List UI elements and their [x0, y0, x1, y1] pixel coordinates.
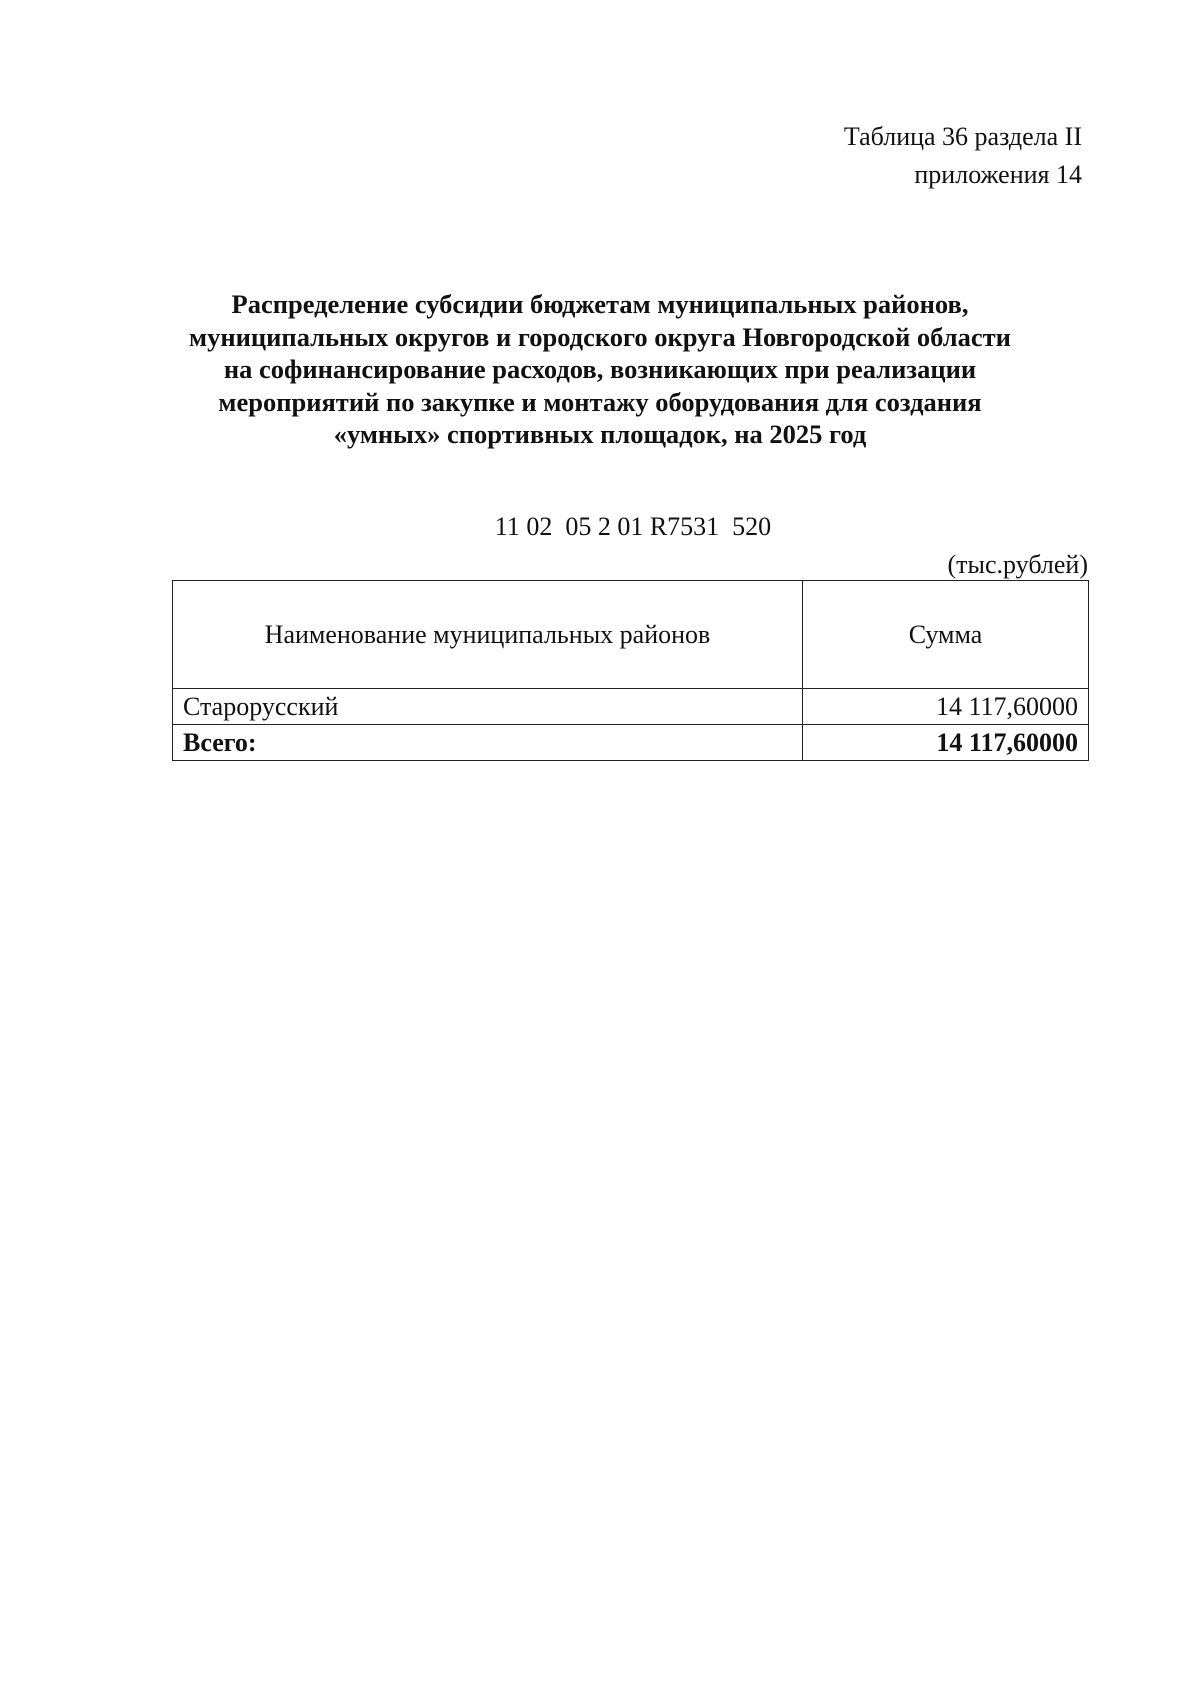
table-header-row: [173, 581, 1089, 689]
title-line: мероприятий по закупке и монтажу оборудования для создания: [218, 386, 982, 417]
amount-cell: 14 117,60000: [803, 689, 1089, 725]
budget-classification-code: 11 02 05 2 01 R7531 520: [494, 512, 772, 541]
title-line: муниципальных округов и городского округа Новгородской области: [189, 321, 1011, 352]
title-line: «умных» спортивных площадок, на 2025 год: [333, 419, 867, 449]
distribution-table: [172, 580, 1089, 761]
title-line: на софинансирование расходов, возникающих при реализации: [223, 354, 977, 384]
reference-table-number: Таблица 36 раздела II: [843, 122, 1082, 151]
document-reference: [844, 118, 1082, 194]
total-row: [173, 725, 1089, 761]
column-header-name: Наименование муниципальных районов: [173, 581, 803, 689]
total-label-cell: Всего:: [173, 725, 803, 761]
total-amount-cell: 14 117,60000: [803, 725, 1089, 761]
reference-appendix-number: приложения 14: [914, 160, 1082, 189]
district-name-cell: Старорусский: [173, 689, 803, 725]
column-header-sum: Сумма: [803, 581, 1089, 689]
unit-label: (тыс.рублей): [947, 550, 1088, 579]
title-line: Распределение субсидии бюджетам муниципальных районов,: [231, 289, 969, 319]
document-title: [150, 288, 1050, 451]
table-row: [173, 689, 1089, 725]
